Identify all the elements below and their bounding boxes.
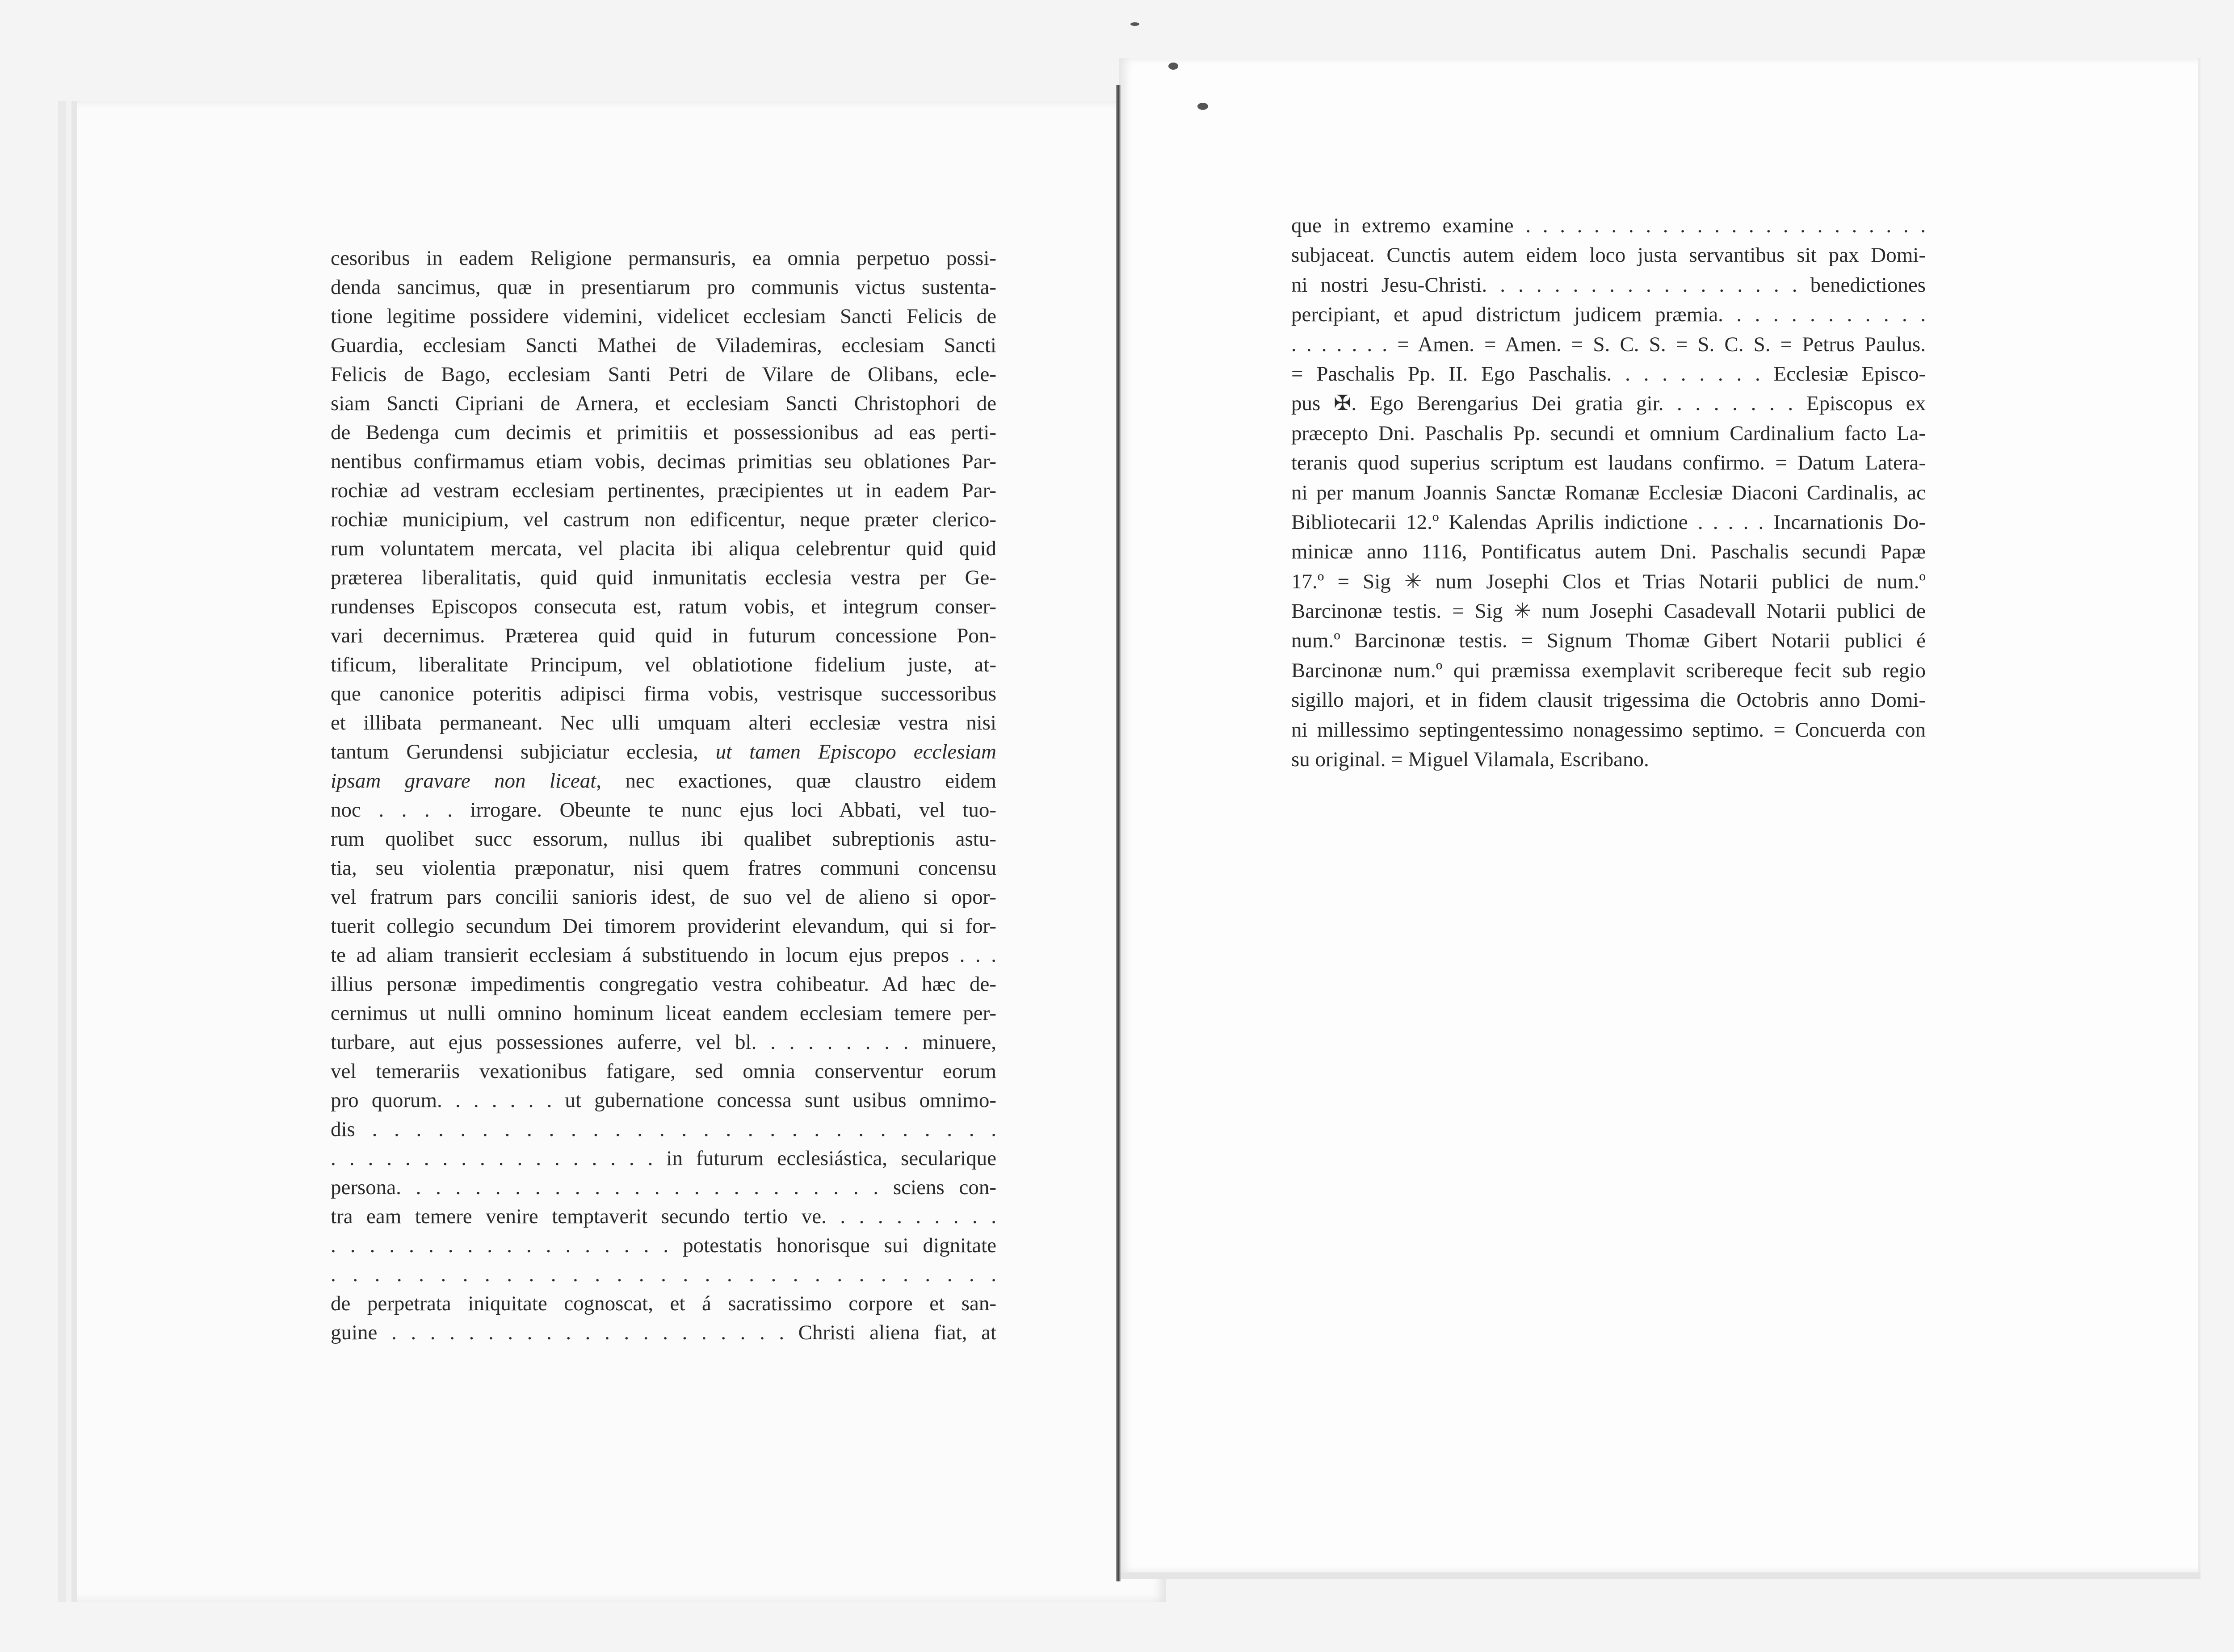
text-line: nentibus confirmamus etiam vobis, decimas primitias seu oblationes Par- bbox=[331, 450, 996, 473]
text-line: tia, seu violentia præponatur, nisi quem fratres communi concensu bbox=[331, 856, 996, 880]
right-page-text bbox=[1291, 211, 1926, 774]
text-line: et illibata permaneant. Nec ulli umquam alteri ecclesiæ vestra nisi bbox=[331, 711, 996, 734]
text-line: . . . . . . . . . . . . . . . . . . . . . . . . . . . . . . . bbox=[331, 1263, 996, 1286]
text-line: persona. . . . . . . . . . . . . . . . . . . . . . . . . sciens con- bbox=[331, 1176, 996, 1199]
text-line: vari decernimus. Præterea quid quid in futurum concessione Pon- bbox=[331, 624, 996, 647]
text-line: de Bedenga cum decimis et primitiis et possessionibus ad eas perti- bbox=[331, 421, 996, 444]
text-line: teranis quod superius scriptum est laudans confirmo. = Datum Latera- bbox=[1291, 451, 1926, 475]
text-line: . . . . . . . = Amen. = Amen. = S. C. S. = S. C. S. = Petrus Paulus. bbox=[1291, 332, 1926, 356]
text-line: rochiæ ad vestram ecclesiam pertinentes, præcipientes ut in eadem Par- bbox=[331, 479, 996, 502]
text-line: . . . . . . . . . . . . . . . . . . potestatis honorisque sui dignitate bbox=[331, 1234, 996, 1257]
text-line: Bibliotecarii 12.º Kalendas Aprilis indictione . . . . . Incarnationis Do- bbox=[1291, 510, 1926, 534]
text-segment: , nec exactiones, quæ claustro eidem bbox=[596, 769, 996, 792]
italic-text: ipsam gravare non liceat bbox=[331, 769, 596, 792]
text-line: 17.º = Sig ✳ num Josephi Clos et Trias Notarii publici de num.º bbox=[1291, 570, 1926, 593]
text-line bbox=[331, 738, 996, 767]
text-line: minicæ anno 1116, Pontificatus autem Dni. Paschalis secundi Papæ bbox=[1291, 540, 1926, 564]
text-line: guine . . . . . . . . . . . . . . . . . . . . . Christi aliena fiat, at bbox=[331, 1321, 996, 1344]
text-line bbox=[331, 767, 996, 796]
text-line: denda sancimus, quæ in presentiarum pro communis victus sustenta- bbox=[331, 276, 996, 299]
text-line: noc . . . . irrogare. Obeunte te nunc ejus loci Abbati, vel tuo- bbox=[331, 798, 996, 822]
text-line: de perpetrata iniquitate cognoscat, et á sacratissimo corpore et san- bbox=[331, 1292, 996, 1315]
text-line: turbare, aut ejus possessiones auferre, vel bl. . . . . . . . . minuere, bbox=[331, 1031, 996, 1054]
text-line: Barcinonæ testis. = Sig ✳ num Josephi Casadevall Notarii publici de bbox=[1291, 600, 1926, 623]
left-page-text bbox=[331, 244, 996, 1347]
text-line: tra eam temere venire temptaverit secundo tertio ve. . . . . . . . . . bbox=[331, 1205, 996, 1228]
text-line: tificum, liberalitate Principum, vel oblatiotione fidelium juste, at- bbox=[331, 653, 996, 676]
text-line: pro quorum. . . . . . . ut gubernatione concessa sunt usibus omnimo- bbox=[331, 1089, 996, 1112]
text-line: = Paschalis Pp. II. Ego Paschalis. . . . . . . . . Ecclesiæ Episco- bbox=[1291, 362, 1926, 386]
text-line: rochiæ municipium, vel castrum non edificentur, neque præter clerico- bbox=[331, 508, 996, 531]
text-line: te ad aliam transierit ecclesiam á substituendo in locum ejus prepos . . . bbox=[331, 943, 996, 967]
text-line: ni millessimo septingentessimo nonagessimo septimo. = Concuerda con bbox=[1291, 718, 1926, 742]
text-line: tuerit collegio secundum Dei timorem providerint elevandum, qui si for- bbox=[331, 914, 996, 938]
text-line: vel fratrum pars concilii sanioris idest, de suo vel de alieno si opor- bbox=[331, 885, 996, 909]
book-spine bbox=[1116, 85, 1121, 1581]
text-line: cernimus ut nulli omnino hominum liceat eandem ecclesiam temere per- bbox=[331, 1002, 996, 1025]
text-line: su original. = Miguel Vilamala, Escribano. bbox=[1291, 748, 1649, 771]
text-line: Guardia, ecclesiam Sancti Mathei de Vilademiras, ecclesiam Sancti bbox=[331, 334, 996, 357]
text-line: illius personæ impedimentis congregatio vestra cohibeatur. Ad hæc de- bbox=[331, 973, 996, 996]
text-line: num.º Barcinonæ testis. = Signum Thomæ Gibert Notarii publici é bbox=[1291, 629, 1926, 653]
text-line: que canonice poteritis adipisci firma vobis, vestrisque successoribus bbox=[331, 682, 996, 705]
text-line: que in extremo examine . . . . . . . . . . . . . . . . . . . . . . . . bbox=[1291, 214, 1926, 237]
text-segment: tantum Gerundensi subjiciatur ecclesia, bbox=[331, 740, 716, 763]
text-line: vel temerariis vexationibus fatigare, sed omnia conserventur eorum bbox=[331, 1060, 996, 1083]
text-line: ni nostri Jesu-Christi. . . . . . . . . . . . . . . . . . benedictiones bbox=[1291, 273, 1926, 297]
text-line: tione legitime possidere videmini, videlicet ecclesiam Sancti Felicis de bbox=[331, 305, 996, 328]
scan-speck bbox=[1130, 22, 1139, 26]
text-line: ni per manum Joannis Sanctæ Romanæ Ecclesiæ Diaconi Cardinalis, ac bbox=[1291, 481, 1926, 504]
text-line: Barcinonæ num.º qui præmissa exemplavit scribereque fecit sub regio bbox=[1291, 658, 1926, 682]
text-line: Felicis de Bago, ecclesiam Santi Petri de Vilare de Olibans, ecle- bbox=[331, 363, 996, 386]
scan-speck bbox=[1168, 63, 1178, 70]
text-line: siam Sancti Cipriani de Arnera, et ecclesiam Sancti Christophori de bbox=[331, 392, 996, 415]
text-line: rundenses Episcopos consecuta est, ratum vobis, et integrum conser- bbox=[331, 595, 996, 618]
scan-speck bbox=[1197, 103, 1208, 110]
text-line: pus ✠. Ego Berengarius Dei gratia gir. . . . . . . . Episcopus ex bbox=[1291, 392, 1926, 415]
text-line: sigillo majori, et in fidem clausit trigessima die Octobris anno Domi- bbox=[1291, 688, 1926, 712]
text-line: rum voluntatem mercata, vel placita ibi aliqua celebrentur quid quid bbox=[331, 537, 996, 560]
text-line: præcepto Dni. Paschalis Pp. secundi et omnium Cardinalium facto La- bbox=[1291, 421, 1926, 445]
text-line: cesoribus in eadem Religione permansuris, ea omnia perpetuo possi- bbox=[331, 247, 996, 270]
text-line: . . . . . . . . . . . . . . . . . . in futurum ecclesiástica, secularique bbox=[331, 1147, 996, 1170]
text-line: præterea liberalitatis, quid quid inmunitatis ecclesia vestra per Ge- bbox=[331, 566, 996, 589]
text-line: percipiant, et apud districtum judicem præmia. . . . . . . . . . . . bbox=[1291, 303, 1926, 327]
text-line: subjaceat. Cunctis autem eidem loco justa servantibus sit pax Domi- bbox=[1291, 243, 1926, 267]
text-line: rum quolibet succ essorum, nullus ibi qualibet subreptionis astu- bbox=[331, 827, 996, 851]
text-line: dis . . . . . . . . . . . . . . . . . . . . . . . . . . . . . bbox=[331, 1118, 996, 1141]
italic-text: ut tamen Episcopo ecclesiam bbox=[715, 740, 996, 763]
